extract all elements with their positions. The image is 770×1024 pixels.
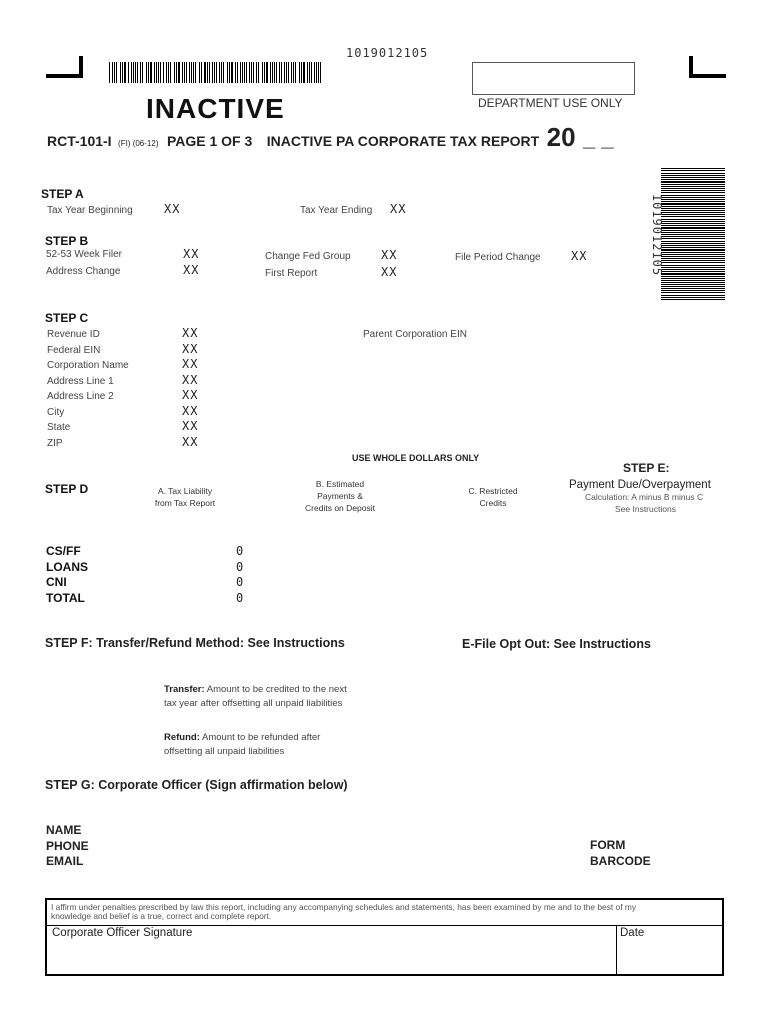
barcode-bar <box>131 62 132 83</box>
step-c-field-value[interactable]: XX <box>182 326 199 340</box>
barcode-bar <box>137 62 138 83</box>
refund-text-2: offsetting all unpaid liabilities <box>164 746 285 757</box>
step-d-row-value[interactable]: 0 <box>236 575 244 589</box>
barcode-side <box>661 168 725 301</box>
barcode-bar <box>112 62 113 83</box>
barcode-bar <box>661 208 725 209</box>
barcode-bar <box>661 265 725 266</box>
step-c-field-label: Federal EIN <box>47 344 101 356</box>
barcode-bar <box>316 62 317 83</box>
step-d-row-value[interactable]: 0 <box>236 544 244 558</box>
step-c-field-value[interactable]: XX <box>182 403 199 418</box>
barcode-bar <box>661 173 725 174</box>
address-change-value[interactable]: XX <box>183 263 200 277</box>
barcode-bar <box>256 62 257 83</box>
step-c-field-value[interactable]: XX <box>182 419 199 433</box>
affirmation-line-2: knowledge and belief is a true, correct and complete report. <box>51 911 272 921</box>
barcode-bar <box>133 62 134 83</box>
week-filer-label: 52-53 Week Filer <box>46 249 122 260</box>
barcode-bar <box>246 62 247 83</box>
barcode-bar <box>661 232 725 233</box>
step-c-field-value[interactable]: XX <box>182 372 199 387</box>
step-c-field-label: Corporation Name <box>47 360 129 371</box>
step-c-field-value[interactable]: XX <box>182 357 199 371</box>
barcode-bar <box>661 286 725 287</box>
step-d-row-label: LOANS <box>46 559 88 574</box>
barcode-bar <box>270 62 271 83</box>
week-filer-value[interactable]: XX <box>183 247 200 261</box>
step-a-title: STEP A <box>41 187 84 201</box>
barcode-bar <box>311 62 312 83</box>
barcode-bar <box>279 62 280 83</box>
barcode-bar <box>661 299 725 300</box>
barcode-bar <box>288 62 289 83</box>
barcode-bar <box>146 62 147 83</box>
barcode-bar <box>661 190 725 191</box>
barcode-bar <box>661 195 725 196</box>
barcode-bar <box>661 280 725 281</box>
corner-mark-top-right <box>689 56 726 78</box>
step-d-title: STEP D <box>45 482 89 496</box>
barcode-bar <box>661 177 725 178</box>
barcode-bar <box>661 203 725 205</box>
barcode-bar <box>303 62 305 83</box>
barcode-bar <box>661 288 725 289</box>
barcode-bar <box>661 219 725 220</box>
barcode-bar <box>264 62 265 83</box>
barcode-bar <box>231 62 233 83</box>
barcode-bar <box>301 62 302 83</box>
transfer-text-1: Amount to be credited to the next <box>204 684 347 695</box>
barcode-bar <box>216 62 217 83</box>
transfer-bold: Transfer: <box>164 684 205 695</box>
barcode-bar <box>661 238 725 239</box>
department-use-box <box>472 62 635 95</box>
barcode-bar <box>661 241 725 242</box>
step-c-field-label: State <box>47 422 71 433</box>
transfer-text-2: tax year after offsetting all unpaid liabilities <box>164 698 343 709</box>
barcode-bar <box>318 62 319 83</box>
step-c-field-label: Address Line 1 <box>47 375 114 387</box>
form-label: FORM <box>590 838 626 852</box>
col-b-header <box>290 478 390 514</box>
signature-box <box>45 898 724 976</box>
tax-year-beginning-label: Tax Year Beginning <box>47 205 133 216</box>
barcode-bar <box>227 62 228 83</box>
barcode-bar <box>661 184 725 185</box>
barcode-bar <box>661 247 725 248</box>
barcode-bar <box>214 62 215 83</box>
date-label: Date <box>620 927 645 939</box>
barcode-bar <box>242 62 243 83</box>
barcode-bar <box>661 168 725 169</box>
whole-dollars-note: USE WHOLE DOLLARS ONLY <box>352 453 480 463</box>
barcode-bar <box>219 62 220 83</box>
barcode-bar <box>299 62 300 83</box>
barcode-bar <box>661 258 725 259</box>
signature-label: Corporate Officer Signature <box>52 927 193 939</box>
barcode-bar <box>661 188 725 189</box>
barcode-bar <box>661 225 725 226</box>
email-label: EMAIL <box>46 854 84 868</box>
barcode-bar <box>661 210 725 211</box>
form-id-small: (FI) (06-12) <box>118 139 159 148</box>
barcode-bar <box>286 62 287 83</box>
barcode-bar <box>661 201 725 202</box>
col-a-line-2: from Tax Report <box>154 498 216 508</box>
barcode-bar <box>120 62 121 83</box>
barcode-label: BARCODE <box>590 853 651 868</box>
barcode-bar <box>195 62 196 83</box>
barcode-bar <box>661 252 725 253</box>
barcode-bar <box>114 62 115 83</box>
barcode-bar <box>661 297 725 298</box>
step-c-field-label: Address Line 2 <box>47 391 114 402</box>
barcode-bar <box>124 62 126 83</box>
barcode-bar <box>661 186 725 187</box>
barcode-bar <box>661 216 725 217</box>
col-a-header <box>140 485 230 509</box>
step-d-row-label: TOTAL <box>46 590 85 605</box>
barcode-bar <box>661 181 725 183</box>
barcode-bar <box>661 199 725 200</box>
step-c-title: STEP C <box>45 311 89 325</box>
barcode-bar <box>249 62 250 83</box>
affirmation-text <box>51 903 636 921</box>
step-e-see: See Instructions <box>615 504 676 514</box>
barcode-bar <box>191 62 192 83</box>
barcode-bar <box>661 260 725 261</box>
barcode-bar <box>176 62 177 83</box>
barcode-bar <box>661 236 725 237</box>
barcode-bar <box>174 62 175 83</box>
barcode-bar <box>128 62 129 83</box>
barcode-bar <box>178 62 180 83</box>
col-c-line-1: C. Restricted <box>468 486 518 496</box>
barcode-bar <box>237 62 238 83</box>
file-period-change-label: File Period Change <box>455 252 541 263</box>
step-b-title: STEP B <box>45 234 89 248</box>
barcode-bar <box>661 295 725 296</box>
tax-year-beginning-value[interactable]: XX <box>164 202 181 216</box>
form-header-line <box>47 122 614 153</box>
barcode-bar <box>661 282 725 283</box>
barcode-bar <box>320 62 321 83</box>
barcode-bar <box>661 214 725 215</box>
col-a-line-1: A. Tax Liability <box>157 486 213 496</box>
step-c-field-label: ZIP <box>47 437 63 449</box>
form-barcode-labels <box>590 838 651 869</box>
report-title: INACTIVE PA CORPORATE TAX REPORT <box>266 133 540 149</box>
barcode-bar <box>661 170 725 171</box>
barcode-number-top: 1019012105 <box>346 46 429 60</box>
barcode-bar <box>661 221 725 222</box>
affirmation-line-1: I affirm under penalties prescribed by law this report, including any accompanying schedules and statements, has been examined by me and to the best of my <box>51 902 637 912</box>
barcode-bar <box>207 62 208 83</box>
form-id: RCT-101-I <box>47 133 112 149</box>
barcode-bar <box>293 62 294 83</box>
department-use-label: DEPARTMENT USE ONLY <box>478 96 623 110</box>
change-fed-group-label: Change Fed Group <box>265 251 351 262</box>
barcode-bar <box>229 62 230 83</box>
barcode-bar <box>661 245 725 246</box>
step-c-field-value[interactable]: XX <box>182 341 199 356</box>
barcode-bar <box>251 62 252 83</box>
barcode-bar <box>661 267 725 268</box>
barcode-bar <box>266 62 268 83</box>
barcode-number-side: 1019012105 <box>650 193 665 277</box>
barcode-bar <box>212 62 213 83</box>
barcode-bar <box>661 197 725 198</box>
barcode-bar <box>661 271 725 272</box>
barcode-bar <box>661 249 725 251</box>
barcode-bar <box>150 62 152 83</box>
barcode-bar <box>193 62 194 83</box>
barcode-bar <box>661 192 725 193</box>
barcode-bar <box>284 62 285 83</box>
step-d-row-label: CNI <box>46 575 67 589</box>
barcode-bar <box>154 62 155 83</box>
refund-bold: Refund: <box>164 732 200 743</box>
tax-year-ending-value[interactable]: XX <box>390 202 407 216</box>
barcode-bar <box>661 292 725 293</box>
barcode-bar <box>235 62 236 83</box>
step-e-title: STEP E: <box>623 461 670 475</box>
barcode-bar <box>122 62 123 83</box>
first-report-label: First Report <box>265 268 318 279</box>
barcode-bar <box>661 256 725 257</box>
step-d-row-label: CS/FF <box>46 544 81 558</box>
barcode-bar <box>201 62 202 83</box>
barcode-bar <box>661 262 725 263</box>
barcode-bar <box>221 62 222 83</box>
year-prefix: 20 <box>546 122 576 152</box>
barcode-bar <box>182 62 183 83</box>
col-c-line-2: Credits <box>479 498 507 508</box>
year-blanks: _ _ <box>583 126 614 151</box>
barcode-bar <box>661 212 725 213</box>
barcode-bar <box>109 62 110 83</box>
step-c-field-label: City <box>47 406 65 418</box>
barcode-bar <box>661 269 725 270</box>
barcode-bar <box>661 254 725 255</box>
step-e-subtitle: Payment Due/Overpayment <box>569 479 711 491</box>
barcode-bar <box>274 62 275 83</box>
barcode-bar <box>148 62 149 83</box>
phone-label: PHONE <box>46 838 89 853</box>
barcode-bar <box>661 243 725 244</box>
page-info: PAGE 1 OF 3 <box>166 133 253 149</box>
col-c-header <box>455 485 531 509</box>
tax-year-ending-label: Tax Year Ending <box>300 205 373 216</box>
barcode-bar <box>189 62 190 83</box>
barcode-bar <box>142 62 143 83</box>
barcode-bar <box>258 62 259 83</box>
barcode-bar <box>661 179 725 180</box>
first-report-value[interactable]: XX <box>381 265 398 279</box>
barcode-bar <box>135 62 136 83</box>
barcode-bar <box>240 62 241 83</box>
barcode-bar <box>163 62 164 83</box>
barcode-bar <box>661 230 725 231</box>
barcode-bar <box>140 62 141 83</box>
barcode-bar <box>170 62 171 83</box>
barcode-bar <box>158 62 159 83</box>
barcode-bar <box>661 273 725 275</box>
col-b-line-1: B. Estimated <box>315 479 365 489</box>
barcode-bar <box>661 290 725 291</box>
step-c-field-value[interactable]: XX <box>182 388 199 402</box>
barcode-bar <box>276 62 277 83</box>
barcode-bar <box>309 62 310 83</box>
barcode-top <box>109 62 323 83</box>
step-e-calc: Calculation: A minus B minus C <box>585 492 704 502</box>
name-label: NAME <box>46 823 82 837</box>
date-field[interactable] <box>616 925 722 974</box>
barcode-bar <box>160 62 161 83</box>
parent-ein-label: Parent Corporation EIN <box>363 329 467 340</box>
address-change-label: Address Change <box>46 266 121 277</box>
col-b-line-3: Credits on Deposit <box>305 503 375 513</box>
barcode-bar <box>307 62 308 83</box>
change-fed-group-value[interactable]: XX <box>381 248 398 262</box>
barcode-bar <box>661 206 725 207</box>
barcode-bar <box>281 62 282 83</box>
barcode-bar <box>186 62 187 83</box>
barcode-bar <box>272 62 273 83</box>
barcode-bar <box>661 284 725 285</box>
barcode-bar <box>661 175 725 176</box>
barcode-bar <box>223 62 224 83</box>
barcode-bar <box>262 62 263 83</box>
step-d-row-value[interactable]: 0 <box>236 590 244 605</box>
efile-opt-out[interactable]: E-File Opt Out: See Instructions <box>462 637 651 651</box>
barcode-bar <box>168 62 169 83</box>
barcode-bar <box>209 62 210 83</box>
step-f-title: STEP F: Transfer/Refund Method: See Instructions <box>45 636 345 650</box>
barcode-bar <box>204 62 206 83</box>
barcode-bar <box>244 62 245 83</box>
barcode-bar <box>661 276 725 277</box>
step-d-row-value[interactable]: 0 <box>236 559 244 574</box>
barcode-bar <box>661 223 725 224</box>
status-title: INACTIVE <box>146 93 285 124</box>
barcode-bar <box>116 62 117 83</box>
barcode-bar <box>156 62 157 83</box>
barcode-bar <box>661 227 725 229</box>
signature-field[interactable] <box>47 925 616 974</box>
col-b-line-2: Payments & <box>317 491 363 501</box>
step-c-field-value[interactable]: XX <box>182 434 199 449</box>
barcode-bar <box>295 62 296 83</box>
barcode-bar <box>314 62 315 83</box>
barcode-bar <box>253 62 254 83</box>
transfer-description <box>164 683 347 711</box>
file-period-change-value[interactable]: XX <box>571 249 588 263</box>
barcode-bar <box>199 62 200 83</box>
refund-text-1: Amount to be refunded after <box>199 732 321 743</box>
step-g-title: STEP G: Corporate Officer (Sign affirmation below) <box>45 778 348 792</box>
barcode-bar <box>166 62 167 83</box>
officer-fields <box>46 823 89 870</box>
barcode-bar <box>291 62 292 83</box>
barcode-bar <box>661 278 725 279</box>
barcode-bar <box>184 62 185 83</box>
barcode-bar <box>661 234 725 235</box>
refund-description <box>164 731 320 759</box>
corner-mark-top-left <box>46 56 83 78</box>
step-c-field-label: Revenue ID <box>47 329 100 340</box>
